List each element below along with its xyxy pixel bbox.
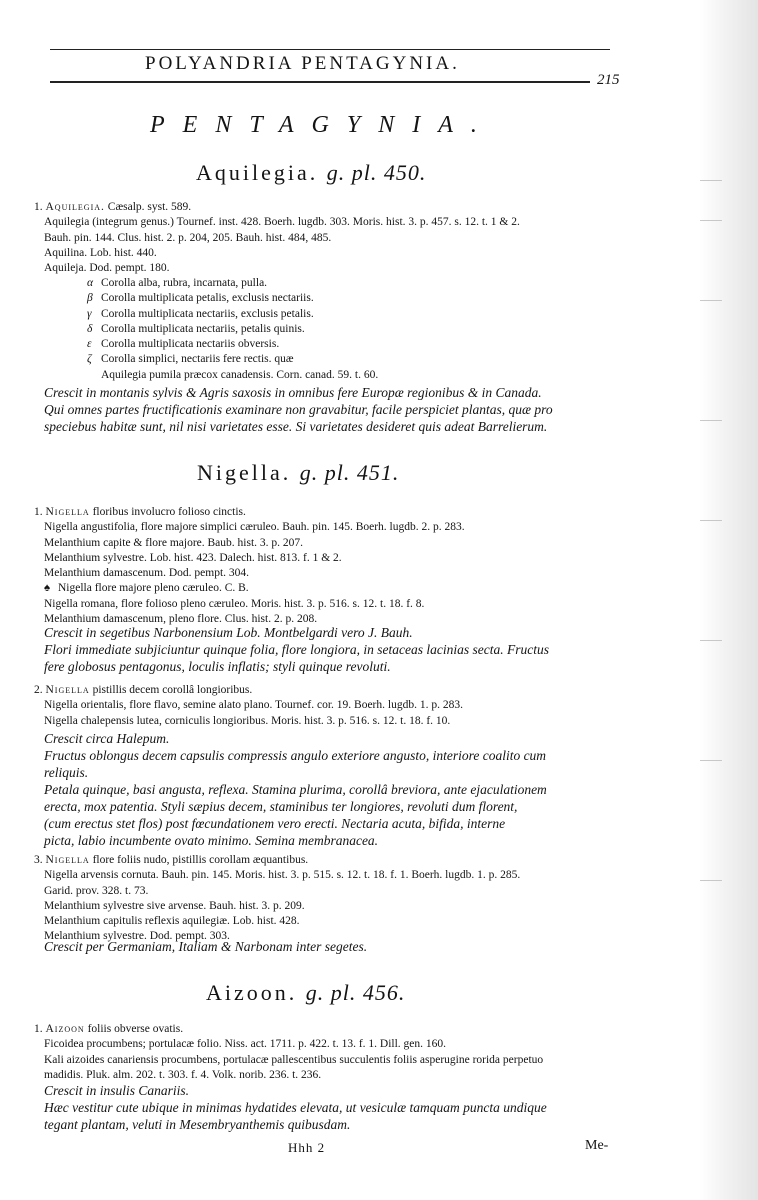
entry-text: Aquilegia (integrum genus.) Tournef. inst. 428. Boerh. lugdb. 303. Moris. hist. 3. p. 457. s. 12. t. 1 & 2. xyxy=(44,216,520,229)
entry-line xyxy=(34,246,734,261)
entry-text: Ficoidea procumbens; portulacæ folio. Niss. act. 1711. p. 422. t. 13. f. 1. Dill. gen. 160. xyxy=(44,1038,447,1051)
aquilegia-notes xyxy=(34,384,734,435)
entry-line xyxy=(34,914,734,929)
note-line: picta, labio incumbente ovato minimo. Semina membranacea. xyxy=(44,833,379,848)
entry-line xyxy=(34,884,734,899)
note-line: Flori immediate subjiciuntur quinque folia, flore longiora, in setaceas lacinias secta. Fructus xyxy=(44,642,549,657)
entry-line xyxy=(34,1053,734,1068)
variety-symbol: ε xyxy=(87,338,92,351)
genus-reference: g. pl. 456. xyxy=(305,980,406,1005)
genus-reference: g. pl. 450. xyxy=(326,160,427,185)
note-line: Crescit in montanis sylvis & Agris saxosis in omnibus fere Europæ regionibus & in Canada. xyxy=(44,385,542,400)
entry-text: Aquilina. Lob. hist. 440. xyxy=(44,246,157,259)
nigella-species-1-notes xyxy=(34,624,734,675)
aquilegia-varieties xyxy=(34,276,734,383)
variety-symbol: γ xyxy=(87,307,92,320)
entry-text: Nigella orientalis, flore flavo, semine alato plano. Tournef. cor. 19. Boerh. lugdb. 1. p. 283. xyxy=(44,699,463,712)
entry-line xyxy=(34,597,734,612)
entry-line xyxy=(34,200,734,215)
entry-line xyxy=(34,536,734,551)
aizoon-notes xyxy=(34,1082,734,1133)
entry-text: Nigella flore majore pleno cæruleo. C. B. xyxy=(58,582,249,595)
note-line: Petala quinque, basi angusta, reflexa. Stamina plurima, corollâ breviora, ante ejaculationem xyxy=(44,782,547,797)
entry-text: Garid. prov. 328. t. 73. xyxy=(44,884,149,897)
entry-text: Melanthium damascenum. Dod. pempt. 304. xyxy=(44,567,250,580)
entry-text: floribus involucro folioso cinctis. xyxy=(89,506,246,518)
variety-text: Corolla alba, rubra, incarnata, pulla. xyxy=(101,277,268,289)
variety-line xyxy=(34,291,734,306)
entry-line xyxy=(34,853,734,868)
variety-text: Corolla multiplicata nectariis, petalis quinis. xyxy=(101,322,305,335)
page-number: 215 xyxy=(597,72,620,88)
entry-text: foliis obverse ovatis. xyxy=(84,1023,184,1035)
note-line: reliquis. xyxy=(44,765,89,780)
nigella-species-3 xyxy=(34,853,734,945)
variety-line xyxy=(34,276,734,291)
variety-text: Corolla multiplicata petalis, exclusis nectariis. xyxy=(101,292,314,305)
entry-line xyxy=(34,698,734,713)
entry-text: Nigella arvensis cornuta. Bauh. pin. 145. Moris. hist. 3. p. 515. s. 12. t. 18. f. 1. Boerh. lugdb. 1. p. 285. xyxy=(44,869,521,882)
genus-name: Nigella xyxy=(45,854,90,866)
entry-line xyxy=(34,1068,734,1083)
note-line: Crescit in segetibus Narbonensium Lob. Montbelgardi vero J. Bauh. xyxy=(44,625,413,640)
entry-text: Kali aizoides canariensis procumbens, portulacæ pallescentibus succulentis foliis asperugine rorida perpetuo xyxy=(44,1053,544,1066)
entry-number: 1. xyxy=(34,201,46,213)
entry-line xyxy=(34,899,734,914)
entry-text: Melanthium damascenum, pleno flore. Clus. hist. 2. p. 208. xyxy=(44,613,318,626)
entry-text: pistillis decem corollâ longioribus. xyxy=(89,684,253,696)
note-line: Crescit in insulis Canariis. xyxy=(44,1083,190,1098)
variety-symbol: δ xyxy=(87,322,93,335)
genus-name: Aizoon xyxy=(45,1023,85,1035)
note-line: Qui omnes partes fructificationis examinare non gravabitur, facile perspiciet plantas, quæ pro xyxy=(44,402,553,417)
genus-name: Aizoon. xyxy=(206,980,298,1005)
genus-name: Nigella. xyxy=(197,460,292,485)
variety-text: Aquilegia pumila præcox canadensis. Corn. canad. 59. t. 60. xyxy=(101,368,379,381)
entry-line xyxy=(34,505,734,520)
entry-text: Cæsalp. syst. 589. xyxy=(104,201,192,213)
variety-symbol: β xyxy=(87,292,93,305)
entry-text: Aquileja. Dod. pempt. 180. xyxy=(44,262,170,275)
nigella-species-3-notes xyxy=(34,938,734,955)
entry-line xyxy=(34,1022,734,1037)
aizoon-synonymy xyxy=(34,1022,734,1083)
entry-text: Melanthium sylvestre sive arvense. Bauh. hist. 3. p. 209. xyxy=(44,899,305,912)
note-line: fere globosus pentagonus, loculis inflatis; styli quinque revoluti. xyxy=(44,659,391,674)
genus-name: Aquilegia. xyxy=(45,201,105,213)
entry-text: flore foliis nudo, pistillis corollam æquantibus. xyxy=(89,854,309,866)
variety-line xyxy=(34,307,734,322)
entry-text: Melanthium capitulis reflexis aquilegiæ. Lob. hist. 428. xyxy=(44,915,300,928)
note-line: Crescit circa Halepum. xyxy=(44,731,170,746)
section-title: PENTAGYNIA. xyxy=(150,112,495,138)
header-rule-top xyxy=(50,49,610,50)
entry-line xyxy=(34,551,734,566)
aquilegia-synonymy xyxy=(34,200,734,276)
variety-line xyxy=(34,352,734,367)
variety-text: Corolla multiplicata nectariis obversis. xyxy=(101,338,280,351)
note-line: erecta, mox patentia. Styli sæpius decem, staminibus ter longiores, revoluti dum florent, xyxy=(44,799,518,814)
genus-heading-aizoon xyxy=(206,980,405,1006)
entry-line xyxy=(34,261,734,276)
note-line: tegant plantam, veluti in Mesembryanthemis quibusdam. xyxy=(44,1117,351,1132)
entry-text: Melanthium sylvestre. Lob. hist. 423. Dalech. hist. 813. f. 1 & 2. xyxy=(44,551,342,564)
entry-text: Nigella angustifolia, flore majore simplici cæruleo. Bauh. pin. 145. Boerh. lugdb. 2. p. 283. xyxy=(44,521,465,534)
nigella-species-1 xyxy=(34,505,734,627)
entry-line xyxy=(34,1037,734,1052)
genus-name: Aquilegia. xyxy=(196,160,319,185)
entry-text: Bauh. pin. 144. Clus. hist. 2. p. 204, 205. Bauh. hist. 484, 485. xyxy=(44,231,332,244)
special-mark: ♠ xyxy=(44,582,51,595)
note-line: (cum erectus stet flos) post fœcundationem vero erecti. Nectaria acuta, bifida, interne xyxy=(44,816,506,831)
variety-line xyxy=(34,368,734,383)
genus-heading-aquilegia xyxy=(196,160,426,186)
nigella-species-2-notes xyxy=(34,730,734,849)
entry-line xyxy=(34,714,734,729)
variety-symbol: α xyxy=(87,277,94,289)
header-rule-bottom xyxy=(50,81,590,83)
note-line: Hæc vestitur cute ubique in minimas hydatides elevata, ut vesiculæ tamquam puncta undique xyxy=(44,1100,547,1115)
note-line: speciebus habitæ sunt, nil nisi varietates esse. Si varietates desideret quis adeat Barrelierum. xyxy=(44,419,548,434)
nigella-species-2 xyxy=(34,683,734,729)
note-line: Crescit per Germaniam, Italiam & Narbonam inter segetes. xyxy=(44,939,368,954)
entry-number: 2. xyxy=(34,684,46,696)
genus-reference: g. pl. 451. xyxy=(299,460,400,485)
entry-line xyxy=(34,215,734,230)
entry-line xyxy=(34,683,734,698)
genus-name: Nigella xyxy=(45,506,90,518)
variety-line xyxy=(34,337,734,352)
variety-line xyxy=(34,322,734,337)
entry-line xyxy=(34,868,734,883)
entry-number: 1. xyxy=(34,506,46,518)
catchword: Me- xyxy=(585,1138,609,1153)
entry-line xyxy=(34,231,734,246)
entry-text: Nigella chalepensis lutea, corniculis longioribus. Moris. hist. 3. p. 516. s. 12. t. 18. f. 10. xyxy=(44,714,451,727)
entry-text: Nigella romana, flore folioso pleno cæruleo. Moris. hist. 3. p. 516. s. 12. t. 18. f. 8. xyxy=(44,597,425,610)
running-head: POLYANDRIA PENTAGYNIA. xyxy=(145,53,460,74)
entry-text: madidis. Pluk. alm. 202. t. 303. f. 4. Volk. norib. 236. t. 236. xyxy=(44,1068,322,1081)
entry-text: Melanthium sylvestre. Dod. pempt. 303. xyxy=(44,930,230,943)
genus-name: Nigella xyxy=(45,684,90,696)
entry-line xyxy=(34,520,734,535)
variety-text: Corolla multiplicata nectariis, exclusis petalis. xyxy=(101,307,314,320)
note-line: Fructus oblongus decem capsulis compressis angulo exteriore angusto, interiore coalito cum xyxy=(44,748,547,763)
entry-text: Melanthium capite & flore majore. Baub. hist. 3. p. 207. xyxy=(44,536,304,549)
genus-heading-nigella xyxy=(197,460,399,486)
entry-line xyxy=(34,566,734,581)
entry-line xyxy=(34,581,734,596)
entry-number: 1. xyxy=(34,1023,46,1035)
variety-text: Corolla simplici, nectariis fere rectis. quæ xyxy=(101,353,294,366)
variety-symbol: ζ xyxy=(87,353,92,366)
signature-mark: Hhh 2 xyxy=(288,1140,326,1155)
entry-number: 3. xyxy=(34,854,46,866)
